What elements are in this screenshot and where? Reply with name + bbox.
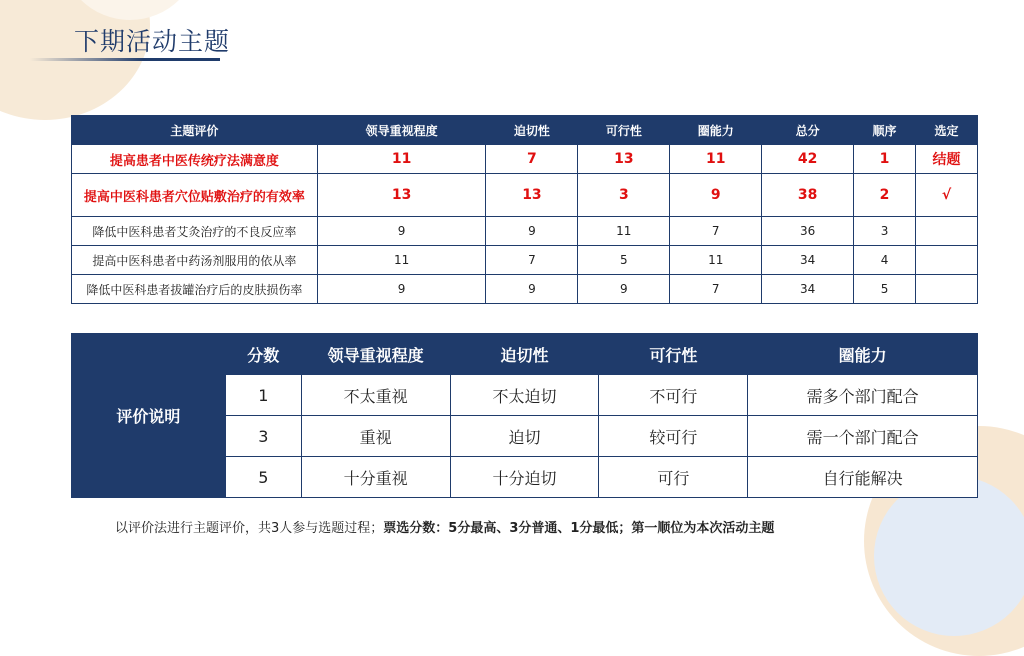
score-cell: 9 — [578, 275, 670, 304]
table-row — [72, 246, 978, 275]
page-title: 下期活动主题 — [74, 27, 231, 56]
score-cell: 13 — [317, 174, 486, 217]
score-cell: 3 — [225, 416, 301, 457]
rank-cell: 2 — [854, 174, 916, 217]
criteria-cell: 自行能解决 — [748, 457, 978, 498]
rank-cell: 5 — [854, 275, 916, 304]
criteria-cell: 可行 — [599, 457, 748, 498]
total-cell: 38 — [762, 174, 854, 217]
criteria-cell: 不可行 — [599, 375, 748, 416]
header-cell: 分数 — [225, 334, 301, 375]
total-cell: 42 — [762, 145, 854, 174]
topic-cell: 降低中医科患者拔罐治疗后的皮肤损伤率 — [72, 275, 318, 304]
selected-cell — [915, 246, 977, 275]
header-cell: 总分 — [762, 116, 854, 145]
score-cell: 13 — [578, 145, 670, 174]
header-cell: 主题评价 — [72, 116, 318, 145]
header-cell: 可行性 — [578, 116, 670, 145]
header-cell: 迫切性 — [450, 334, 599, 375]
table-row — [72, 275, 978, 304]
total-cell: 34 — [762, 275, 854, 304]
criteria-cell: 十分迫切 — [450, 457, 599, 498]
criteria-side-label: 评价说明 — [72, 334, 226, 498]
evaluation-criteria-table — [71, 333, 978, 498]
score-cell: 3 — [578, 174, 670, 217]
header-cell: 顺序 — [854, 116, 916, 145]
header-cell: 可行性 — [599, 334, 748, 375]
table-row — [72, 145, 978, 174]
selected-cell — [915, 275, 977, 304]
total-cell: 36 — [762, 217, 854, 246]
table-header-row — [72, 334, 978, 375]
criteria-cell: 需一个部门配合 — [748, 416, 978, 457]
score-cell: 11 — [670, 145, 762, 174]
footer-bold-text: 票选分数：5分最高、3分普通、1分最低；第一顺位为本次活动主题 — [383, 521, 775, 536]
rank-cell: 4 — [854, 246, 916, 275]
score-cell: 5 — [578, 246, 670, 275]
header-cell: 圈能力 — [748, 334, 978, 375]
criteria-cell: 不太重视 — [301, 375, 450, 416]
score-cell: 7 — [670, 275, 762, 304]
score-cell: 9 — [486, 217, 578, 246]
footer-note — [115, 517, 774, 536]
criteria-cell: 不太迫切 — [450, 375, 599, 416]
topic-cell: 提高中医科患者穴位贴敷治疗的有效率 — [72, 174, 318, 217]
topic-cell: 提高中医科患者中药汤剂服用的依从率 — [72, 246, 318, 275]
criteria-cell: 需多个部门配合 — [748, 375, 978, 416]
score-cell: 13 — [486, 174, 578, 217]
header-cell: 领导重视程度 — [317, 116, 486, 145]
header-cell: 领导重视程度 — [301, 334, 450, 375]
table-header-row — [72, 116, 978, 145]
score-cell: 11 — [670, 246, 762, 275]
table-row — [72, 174, 978, 217]
topic-cell: 提高患者中医传统疗法满意度 — [72, 145, 318, 174]
topic-cell: 降低中医科患者艾灸治疗的不良反应率 — [72, 217, 318, 246]
footer-normal-text: 以评价法进行主题评价，共3人参与选题过程； — [115, 521, 384, 536]
decorative-circle-bottom-right-blue — [874, 476, 1024, 636]
table-row — [72, 217, 978, 246]
selected-cell — [915, 217, 977, 246]
score-cell: 11 — [317, 246, 486, 275]
header-cell: 迫切性 — [486, 116, 578, 145]
criteria-cell: 迫切 — [450, 416, 599, 457]
selected-cell: 结题 — [915, 145, 977, 174]
score-cell: 9 — [317, 275, 486, 304]
header-cell: 圈能力 — [670, 116, 762, 145]
score-cell: 7 — [670, 217, 762, 246]
rank-cell: 3 — [854, 217, 916, 246]
header-cell: 选定 — [915, 116, 977, 145]
selected-cell: √ — [915, 174, 977, 217]
score-cell: 1 — [225, 375, 301, 416]
topic-scoring-table — [71, 115, 978, 304]
rank-cell: 1 — [854, 145, 916, 174]
score-cell: 9 — [317, 217, 486, 246]
score-cell: 9 — [486, 275, 578, 304]
score-cell: 11 — [317, 145, 486, 174]
total-cell: 34 — [762, 246, 854, 275]
title-underline — [30, 58, 220, 61]
criteria-cell: 较可行 — [599, 416, 748, 457]
criteria-cell: 十分重视 — [301, 457, 450, 498]
score-cell: 9 — [670, 174, 762, 217]
score-cell: 7 — [486, 246, 578, 275]
score-cell: 7 — [486, 145, 578, 174]
score-cell: 11 — [578, 217, 670, 246]
score-cell: 5 — [225, 457, 301, 498]
criteria-cell: 重视 — [301, 416, 450, 457]
